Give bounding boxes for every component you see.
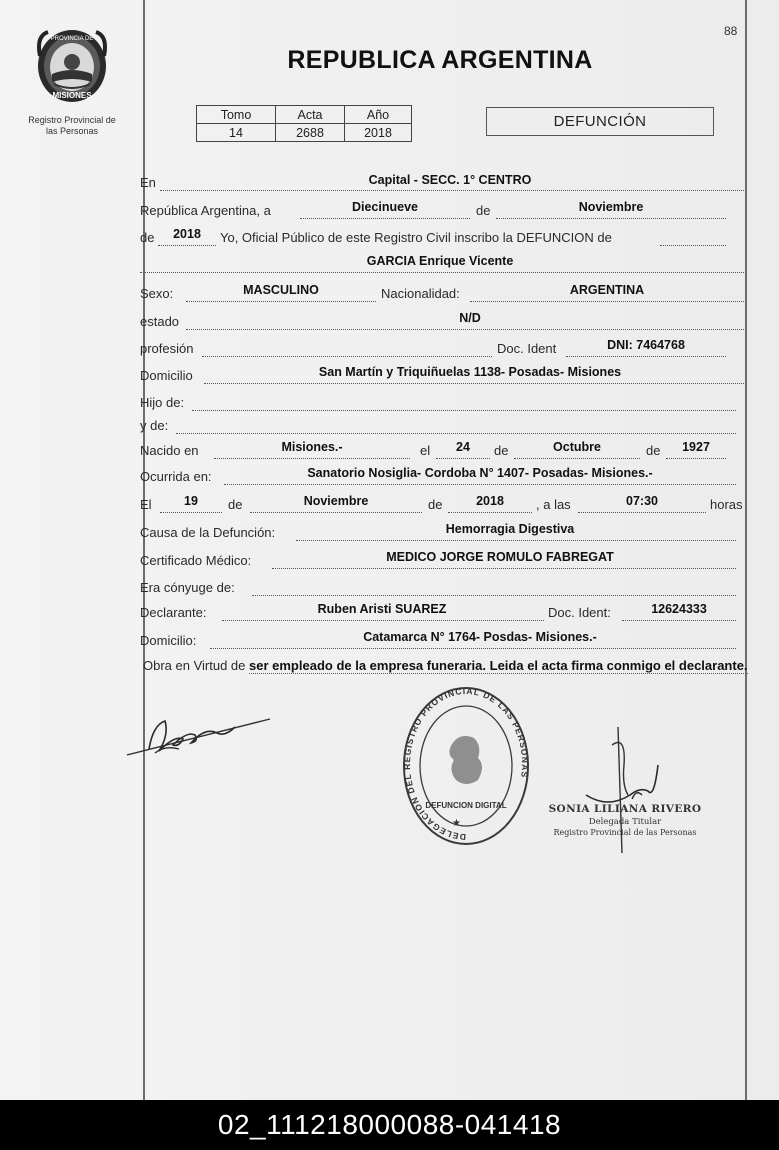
profesion-underline	[202, 356, 492, 357]
cert-value: MEDICO JORGE ROMULO FABREGAT	[386, 550, 614, 564]
en-underline	[160, 190, 744, 191]
obra-label: Obra en Virtud de	[143, 658, 246, 673]
hijo-label: Hijo de:	[140, 395, 185, 410]
birth-month: Octubre	[553, 440, 601, 454]
hijo-underline	[192, 410, 736, 411]
registry-header-row	[197, 106, 412, 124]
death-day-underline	[160, 512, 222, 513]
doc2-value: 12624333	[651, 602, 707, 616]
month-underline	[496, 218, 726, 219]
officer-text: Yo, Oficial Público de este Registro Civil inscribo la DEFUNCION de	[220, 230, 612, 245]
document-type-box: DEFUNCIÓN	[486, 107, 714, 136]
day-underline	[300, 218, 470, 219]
doc2-label: Doc. Ident:	[548, 605, 611, 620]
en-label: En	[140, 175, 156, 190]
logo-caption-line1: Registro Provincial de	[28, 115, 116, 125]
document-code-footer: 02_111218000088-041418	[0, 1100, 779, 1150]
rep-label: República Argentina, a	[140, 203, 271, 218]
official-name: SONIA LILIANA RIVERO	[548, 803, 702, 815]
nacionalidad-underline	[470, 301, 744, 302]
domicilio-underline	[204, 383, 744, 384]
sexo-label: Sexo:	[140, 286, 174, 301]
nacionalidad-value: ARGENTINA	[569, 283, 645, 297]
birth-year: 1927	[682, 440, 710, 454]
death-month-written: Noviembre	[578, 200, 644, 214]
year-prefix-label: de	[140, 230, 155, 245]
birth-day-underline	[436, 458, 490, 459]
doc-underline	[566, 356, 726, 357]
doc2-underline	[622, 620, 736, 621]
registry-table	[196, 105, 412, 142]
death-time-underline	[578, 512, 706, 513]
sexo-underline	[186, 301, 376, 302]
cert-underline	[272, 568, 736, 569]
registry-value-tomo: 14	[197, 124, 276, 142]
seal-inner-text: DEFUNCION DIGITAL	[425, 801, 507, 810]
domicilio-value: San Martín y Triquiñuelas 1138- Posadas- Misiones	[318, 365, 622, 379]
de-label-2: de	[494, 443, 509, 458]
domicilio2-underline	[210, 648, 736, 649]
cert-label: Certificado Médico:	[140, 553, 252, 568]
obra-paragraph	[143, 656, 757, 676]
death-month-underline	[250, 512, 422, 513]
profesion-label: profesión	[140, 341, 194, 356]
domicilio2-label: Domicilio:	[140, 633, 197, 648]
ocurrida-label: Ocurrida en:	[140, 469, 212, 484]
official-office: Registro Provincial de las Personas	[553, 828, 697, 837]
doc-value: DNI: 7464768	[607, 338, 685, 352]
registry-value-acta: 2688	[276, 124, 345, 142]
official-stamp	[540, 803, 710, 837]
birth-day: 24	[456, 440, 470, 454]
officer-underline	[660, 245, 726, 246]
registry-value-anio: 2018	[345, 124, 412, 142]
registry-header-anio: Año	[345, 106, 412, 124]
doc-label: Doc. Ident	[497, 341, 557, 356]
estado-underline	[186, 329, 744, 330]
en-value: Capital - SECC. 1° CENTRO	[368, 173, 532, 187]
horas-label: horas	[710, 497, 743, 512]
de-label-5: de	[428, 497, 443, 512]
declarante-underline	[222, 620, 544, 621]
emblem-bottom-text: MISIONES	[52, 91, 92, 100]
year-value: 2018	[173, 227, 201, 241]
birth-month-underline	[514, 458, 640, 459]
deceased-name: GARCIA Enrique Vicente	[366, 254, 514, 268]
domicilio-label: Domicilio	[140, 368, 193, 383]
svg-text:★: ★	[452, 818, 461, 829]
conyuge-underline	[252, 595, 736, 596]
official-role: Delegada Titular	[588, 817, 662, 827]
conyuge-label: Era cónyuge de:	[140, 580, 235, 595]
logo-caption	[14, 115, 130, 137]
year-underline	[158, 245, 216, 246]
birth-year-underline	[666, 458, 726, 459]
declarante-label: Declarante:	[140, 605, 207, 620]
sexo-value: MASCULINO	[243, 283, 319, 297]
registry-header-acta: Acta	[276, 106, 345, 124]
de-label-4: de	[228, 497, 243, 512]
ye-label: y de:	[140, 418, 169, 433]
declarante-value: Ruben Aristi SUAREZ	[317, 602, 447, 616]
nacido-underline	[214, 458, 410, 459]
left-margin-line	[143, 0, 145, 1100]
nacido-value: Misiones.-	[281, 440, 343, 454]
obra-value: ser empleado de la empresa funeraria. Leida el acta firma conmigo el declarante.	[249, 658, 748, 673]
emblem-top-text: PROVINCIA DE	[50, 36, 94, 42]
nacionalidad-label: Nacionalidad:	[381, 286, 460, 301]
estado-value: N/D	[459, 311, 481, 325]
page-number: 88	[724, 24, 738, 38]
page-title: REPUBLICA ARGENTINA	[287, 46, 593, 74]
estado-label: estado	[140, 314, 180, 329]
causa-underline	[296, 540, 736, 541]
ye-underline	[176, 433, 736, 434]
death-day: 19	[184, 494, 198, 508]
de-label: de	[476, 203, 491, 218]
death-year: 2018	[476, 494, 504, 508]
el-label-2: El	[140, 497, 152, 512]
ocurrida-value: Sanatorio Nosiglia- Cordoba N° 1407- Posadas- Misiones.-	[307, 466, 653, 480]
death-year-underline	[448, 512, 532, 513]
registry-header-tomo: Tomo	[197, 106, 276, 124]
causa-value: Hemorragia Digestiva	[445, 522, 575, 536]
nacido-label: Nacido en	[140, 443, 199, 458]
declarant-signature-icon	[125, 705, 275, 765]
ocurrida-underline	[224, 484, 736, 485]
causa-label: Causa de la Defunción:	[140, 525, 276, 540]
el-label: el	[420, 443, 431, 458]
death-time: 07:30	[626, 494, 658, 508]
registry-value-row	[197, 124, 412, 142]
de-label-3: de	[646, 443, 661, 458]
logo-caption-line2: las Personas	[45, 126, 99, 136]
seal-outer-text: DELEGACION DEL REGISTRO PROVINCIAL DE LAS PERSONAS	[401, 685, 531, 843]
right-margin-line	[745, 0, 747, 1100]
registry-seal-icon	[400, 684, 532, 848]
domicilio2-value: Catamarca N° 1764- Posdas- Misiones.-	[363, 630, 597, 644]
death-month: Noviembre	[303, 494, 369, 508]
alas-label: , a las	[536, 497, 571, 512]
name-underline	[140, 272, 744, 273]
death-day-written: Diecinueve	[351, 200, 418, 214]
